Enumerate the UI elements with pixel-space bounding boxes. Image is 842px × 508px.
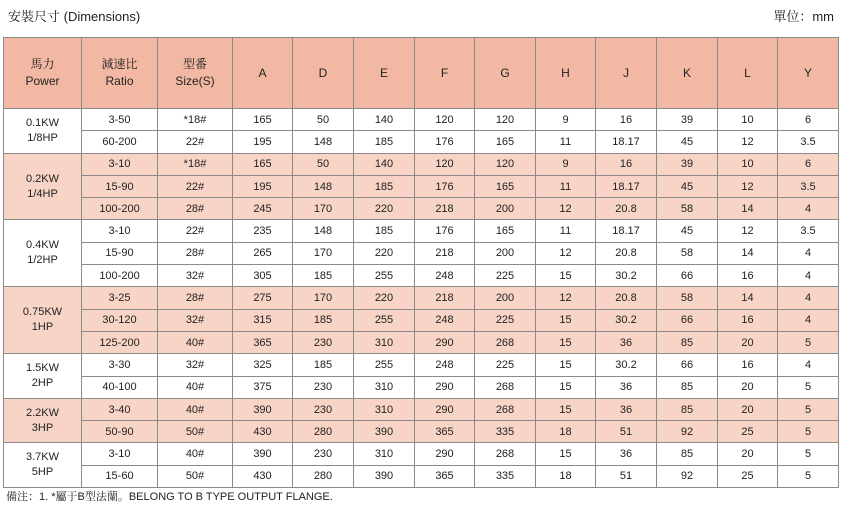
- dim-cell: 36: [596, 376, 657, 398]
- dim-cell: 290: [415, 443, 475, 465]
- size-cell: 50#: [158, 465, 233, 487]
- ratio-cell: 3-10: [82, 153, 158, 175]
- dim-cell: 310: [354, 443, 415, 465]
- power-cell: [4, 398, 82, 443]
- dim-cell: 185: [354, 220, 415, 242]
- dim-cell: 20.8: [596, 242, 657, 264]
- table-row: [4, 331, 839, 353]
- dim-cell: 120: [475, 153, 536, 175]
- dim-cell: 176: [415, 175, 475, 197]
- dim-cell: 280: [293, 465, 354, 487]
- col-header-dim: K: [657, 38, 718, 109]
- table-row: [4, 465, 839, 487]
- dim-cell: 5: [778, 465, 839, 487]
- dim-cell: 225: [475, 354, 536, 376]
- power-kw: 0.75KW: [22, 306, 63, 319]
- dim-cell: 20.8: [596, 287, 657, 309]
- dim-cell: 20: [718, 398, 778, 420]
- ratio-cell: 3-25: [82, 287, 158, 309]
- dim-cell: 18.17: [596, 175, 657, 197]
- dim-cell: 5: [778, 398, 839, 420]
- dim-cell: 18.17: [596, 220, 657, 242]
- dim-cell: 20: [718, 331, 778, 353]
- footnote: 備注：1. *屬于B型法蘭。BELONG TO B TYPE OUTPUT FLANGE.: [6, 491, 333, 503]
- dim-cell: 14: [718, 242, 778, 264]
- power-cell: [4, 287, 82, 354]
- dim-cell: 170: [293, 198, 354, 220]
- ratio-cell: 3-50: [82, 109, 158, 131]
- dim-cell: 5: [778, 421, 839, 443]
- ratio-cell: 30-120: [82, 309, 158, 331]
- dim-cell: 15: [536, 443, 596, 465]
- dim-cell: 248: [415, 309, 475, 331]
- dim-cell: 45: [657, 175, 718, 197]
- dim-cell: 365: [415, 421, 475, 443]
- dim-cell: 3.5: [778, 220, 839, 242]
- dim-cell: 218: [415, 198, 475, 220]
- col-header-dim: Y: [778, 38, 839, 109]
- units-label: 單位：mm: [773, 9, 834, 24]
- dim-cell: 16: [596, 109, 657, 131]
- header-bar: [8, 6, 834, 26]
- dim-cell: 14: [718, 287, 778, 309]
- page-title: 安裝尺寸 (Dimensions): [8, 9, 141, 24]
- power-hp: 1/2HP: [27, 254, 58, 267]
- dim-cell: 230: [293, 331, 354, 353]
- ratio-cell: 15-60: [82, 465, 158, 487]
- power-kw: 0.2KW: [25, 172, 59, 185]
- size-cell: 28#: [158, 242, 233, 264]
- dimensions-table: [3, 37, 839, 488]
- table-row: [4, 131, 839, 153]
- dim-cell: 148: [293, 220, 354, 242]
- power-hp: 3HP: [31, 421, 54, 434]
- dim-cell: 365: [415, 465, 475, 487]
- col-header-size-en: Size(S): [175, 74, 215, 88]
- ratio-cell: 40-100: [82, 376, 158, 398]
- dim-cell: 170: [293, 287, 354, 309]
- table-row: [4, 265, 839, 287]
- dim-cell: 45: [657, 220, 718, 242]
- dim-cell: 165: [475, 131, 536, 153]
- power-kw: 3.7KW: [25, 451, 59, 464]
- dim-cell: 12: [536, 198, 596, 220]
- dim-cell: 85: [657, 376, 718, 398]
- dim-cell: 268: [475, 331, 536, 353]
- dim-cell: 220: [354, 242, 415, 264]
- dim-cell: 10: [718, 109, 778, 131]
- dim-cell: 12: [718, 131, 778, 153]
- dim-cell: 218: [415, 242, 475, 264]
- col-header-dim: H: [536, 38, 596, 109]
- ratio-cell: 3-30: [82, 354, 158, 376]
- dim-cell: 315: [233, 309, 293, 331]
- dim-cell: 185: [293, 309, 354, 331]
- dim-cell: 39: [657, 153, 718, 175]
- table-row: [4, 354, 839, 376]
- dim-cell: 18: [536, 421, 596, 443]
- dim-cell: 390: [233, 398, 293, 420]
- dim-cell: 185: [293, 354, 354, 376]
- dim-cell: 335: [475, 465, 536, 487]
- dim-cell: 185: [293, 265, 354, 287]
- col-header-dim: G: [475, 38, 536, 109]
- dim-cell: 30.2: [596, 354, 657, 376]
- dim-cell: 255: [354, 309, 415, 331]
- col-header-ratio-en: Ratio: [105, 74, 134, 88]
- table-row: [4, 175, 839, 197]
- dim-cell: 230: [293, 443, 354, 465]
- dim-cell: 5: [778, 331, 839, 353]
- dim-cell: 185: [354, 131, 415, 153]
- dim-cell: 430: [233, 421, 293, 443]
- dim-cell: 120: [415, 153, 475, 175]
- dim-cell: 248: [415, 354, 475, 376]
- dim-cell: 375: [233, 376, 293, 398]
- dim-cell: 15: [536, 354, 596, 376]
- dim-cell: 265: [233, 242, 293, 264]
- col-header-dim: E: [354, 38, 415, 109]
- dim-cell: 25: [718, 421, 778, 443]
- table-row: [4, 398, 839, 420]
- dim-cell: 390: [233, 443, 293, 465]
- dim-cell: 268: [475, 443, 536, 465]
- dim-cell: 12: [718, 220, 778, 242]
- dim-cell: 148: [293, 175, 354, 197]
- power-hp: 1/8HP: [27, 131, 58, 144]
- dim-cell: 230: [293, 398, 354, 420]
- col-header-dim: A: [233, 38, 293, 109]
- col-header-power: [4, 38, 82, 109]
- dim-cell: 30.2: [596, 309, 657, 331]
- ratio-cell: 60-200: [82, 131, 158, 153]
- dim-cell: 16: [718, 265, 778, 287]
- dim-cell: 36: [596, 331, 657, 353]
- size-cell: 32#: [158, 309, 233, 331]
- dim-cell: 290: [415, 331, 475, 353]
- dim-cell: 200: [475, 242, 536, 264]
- dim-cell: 20: [718, 376, 778, 398]
- dim-cell: 5: [778, 443, 839, 465]
- dim-cell: 36: [596, 398, 657, 420]
- col-header-ratio: [82, 38, 158, 109]
- dim-cell: 9: [536, 109, 596, 131]
- dim-cell: 200: [475, 198, 536, 220]
- dim-cell: 165: [233, 109, 293, 131]
- table-row: [4, 242, 839, 264]
- dim-cell: 148: [293, 131, 354, 153]
- col-header-dim: D: [293, 38, 354, 109]
- size-cell: 50#: [158, 421, 233, 443]
- power-cell: [4, 220, 82, 287]
- size-cell: 28#: [158, 287, 233, 309]
- dim-cell: 390: [354, 421, 415, 443]
- dim-cell: 430: [233, 465, 293, 487]
- dim-cell: 4: [778, 198, 839, 220]
- dim-cell: 92: [657, 465, 718, 487]
- dim-cell: 12: [536, 287, 596, 309]
- dim-cell: 185: [354, 175, 415, 197]
- size-cell: *18#: [158, 153, 233, 175]
- dim-cell: 16: [718, 309, 778, 331]
- dim-cell: 290: [415, 376, 475, 398]
- col-header-dim: L: [718, 38, 778, 109]
- table-row: [4, 198, 839, 220]
- power-cell: [4, 153, 82, 220]
- size-cell: 32#: [158, 354, 233, 376]
- dim-cell: 6: [778, 153, 839, 175]
- dim-cell: 30.2: [596, 265, 657, 287]
- dim-cell: 220: [354, 287, 415, 309]
- power-kw: 0.4KW: [25, 239, 59, 252]
- ratio-cell: 100-200: [82, 198, 158, 220]
- dim-cell: 176: [415, 131, 475, 153]
- dim-cell: 255: [354, 354, 415, 376]
- dim-cell: 218: [415, 287, 475, 309]
- dim-cell: 85: [657, 443, 718, 465]
- dim-cell: 11: [536, 131, 596, 153]
- size-cell: 32#: [158, 265, 233, 287]
- dim-cell: 245: [233, 198, 293, 220]
- header-row: [4, 38, 839, 109]
- table-row: [4, 421, 839, 443]
- size-cell: 22#: [158, 175, 233, 197]
- dim-cell: 66: [657, 265, 718, 287]
- dim-cell: 310: [354, 376, 415, 398]
- dim-cell: 200: [475, 287, 536, 309]
- col-header-size-zh: 型番: [182, 57, 207, 71]
- dim-cell: 230: [293, 376, 354, 398]
- dim-cell: 18.17: [596, 131, 657, 153]
- dim-cell: 36: [596, 443, 657, 465]
- power-cell: [4, 354, 82, 399]
- dim-cell: 11: [536, 175, 596, 197]
- power-kw: 2.2KW: [25, 406, 59, 419]
- dim-cell: 15: [536, 398, 596, 420]
- dim-cell: 4: [778, 242, 839, 264]
- col-header-power-en: Power: [25, 74, 60, 88]
- dim-cell: 335: [475, 421, 536, 443]
- size-cell: 40#: [158, 331, 233, 353]
- dim-cell: 51: [596, 465, 657, 487]
- power-kw: 0.1KW: [25, 116, 59, 129]
- dim-cell: 290: [415, 398, 475, 420]
- dim-cell: 170: [293, 242, 354, 264]
- dim-cell: 310: [354, 331, 415, 353]
- dim-cell: 195: [233, 131, 293, 153]
- ratio-cell: 3-10: [82, 220, 158, 242]
- dim-cell: 58: [657, 198, 718, 220]
- table-row: [4, 220, 839, 242]
- dim-cell: 9: [536, 153, 596, 175]
- dim-cell: 15: [536, 265, 596, 287]
- dim-cell: 235: [233, 220, 293, 242]
- dim-cell: 16: [596, 153, 657, 175]
- dim-cell: 225: [475, 309, 536, 331]
- table-row: [4, 153, 839, 175]
- dim-cell: 390: [354, 465, 415, 487]
- col-header-ratio-zh: 減速比: [101, 57, 138, 71]
- dim-cell: 20: [718, 443, 778, 465]
- ratio-cell: 100-200: [82, 265, 158, 287]
- dim-cell: 16: [718, 354, 778, 376]
- dim-cell: 5: [778, 376, 839, 398]
- table-row: [4, 287, 839, 309]
- ratio-cell: 15-90: [82, 175, 158, 197]
- dim-cell: 325: [233, 354, 293, 376]
- dim-cell: 140: [354, 153, 415, 175]
- power-kw: 1.5KW: [25, 362, 59, 375]
- col-header-dim: J: [596, 38, 657, 109]
- dim-cell: 15: [536, 331, 596, 353]
- col-header-size: [158, 38, 233, 109]
- dim-cell: 15: [536, 376, 596, 398]
- col-header-dim: F: [415, 38, 475, 109]
- dim-cell: 50: [293, 109, 354, 131]
- dim-cell: 14: [718, 198, 778, 220]
- size-cell: 22#: [158, 131, 233, 153]
- dim-cell: 275: [233, 287, 293, 309]
- dim-cell: 10: [718, 153, 778, 175]
- dim-cell: 45: [657, 131, 718, 153]
- col-header-power-zh: 馬力: [30, 57, 55, 71]
- dim-cell: 120: [415, 109, 475, 131]
- size-cell: 40#: [158, 376, 233, 398]
- table-row: [4, 109, 839, 131]
- dim-cell: 165: [475, 175, 536, 197]
- power-cell: [4, 109, 82, 154]
- dim-cell: 20.8: [596, 198, 657, 220]
- table-row: [4, 443, 839, 465]
- table-row: [4, 376, 839, 398]
- size-cell: 28#: [158, 198, 233, 220]
- dim-cell: 39: [657, 109, 718, 131]
- dim-cell: 6: [778, 109, 839, 131]
- dim-cell: 165: [233, 153, 293, 175]
- dim-cell: 305: [233, 265, 293, 287]
- dim-cell: 51: [596, 421, 657, 443]
- dim-cell: 66: [657, 354, 718, 376]
- dim-cell: 12: [718, 175, 778, 197]
- dim-cell: 85: [657, 398, 718, 420]
- dim-cell: 248: [415, 265, 475, 287]
- size-cell: *18#: [158, 109, 233, 131]
- dim-cell: 11: [536, 220, 596, 242]
- power-hp: 2HP: [31, 377, 54, 390]
- dim-cell: 92: [657, 421, 718, 443]
- dim-cell: 4: [778, 354, 839, 376]
- ratio-cell: 3-40: [82, 398, 158, 420]
- dim-cell: 365: [233, 331, 293, 353]
- dim-cell: 195: [233, 175, 293, 197]
- dim-cell: 58: [657, 287, 718, 309]
- ratio-cell: 3-10: [82, 443, 158, 465]
- dim-cell: 4: [778, 265, 839, 287]
- dim-cell: 25: [718, 465, 778, 487]
- dim-cell: 4: [778, 287, 839, 309]
- table-body: [4, 109, 839, 488]
- power-hp: 1/4HP: [27, 187, 58, 200]
- dim-cell: 255: [354, 265, 415, 287]
- dim-cell: 12: [536, 242, 596, 264]
- dim-cell: 165: [475, 220, 536, 242]
- dim-cell: 3.5: [778, 131, 839, 153]
- dim-cell: 66: [657, 309, 718, 331]
- dim-cell: 176: [415, 220, 475, 242]
- dim-cell: 50: [293, 153, 354, 175]
- power-hp: 5HP: [31, 466, 54, 479]
- dim-cell: 85: [657, 331, 718, 353]
- dim-cell: 310: [354, 398, 415, 420]
- dim-cell: 268: [475, 398, 536, 420]
- dim-cell: 4: [778, 309, 839, 331]
- dim-cell: 268: [475, 376, 536, 398]
- dim-cell: 3.5: [778, 175, 839, 197]
- dim-cell: 225: [475, 265, 536, 287]
- dim-cell: 15: [536, 309, 596, 331]
- dim-cell: 140: [354, 109, 415, 131]
- size-cell: 40#: [158, 398, 233, 420]
- table-row: [4, 309, 839, 331]
- dim-cell: 18: [536, 465, 596, 487]
- dim-cell: 58: [657, 242, 718, 264]
- ratio-cell: 15-90: [82, 242, 158, 264]
- dim-cell: 120: [475, 109, 536, 131]
- power-hp: 1HP: [31, 321, 54, 334]
- ratio-cell: 125-200: [82, 331, 158, 353]
- dim-cell: 280: [293, 421, 354, 443]
- size-cell: 40#: [158, 443, 233, 465]
- ratio-cell: 50-90: [82, 421, 158, 443]
- power-cell: [4, 443, 82, 488]
- size-cell: 22#: [158, 220, 233, 242]
- dim-cell: 220: [354, 198, 415, 220]
